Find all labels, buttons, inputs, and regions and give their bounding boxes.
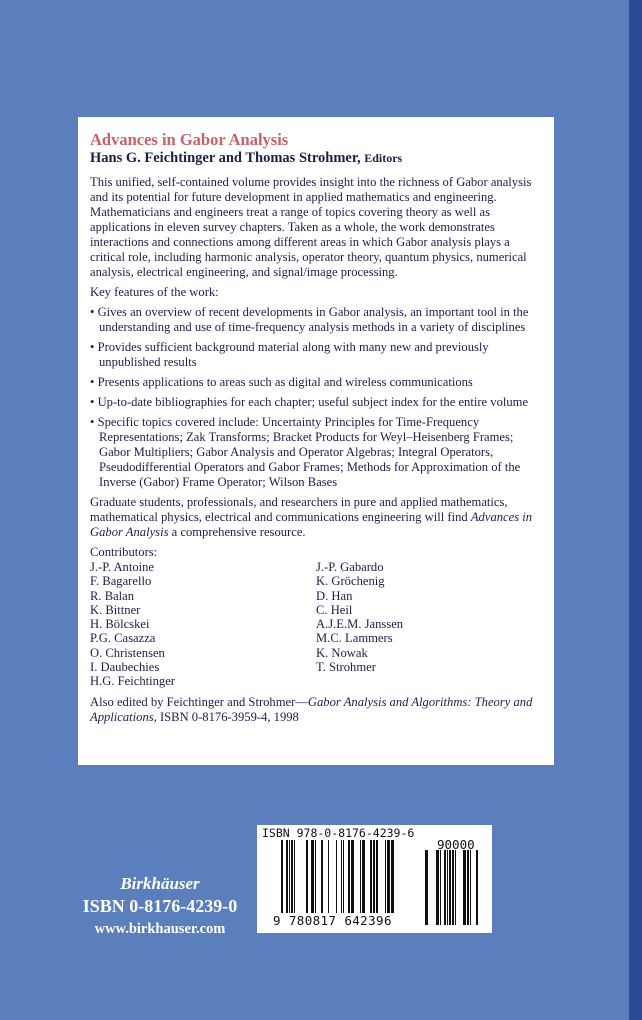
feature-item: • Specific topics covered include: Uncertainty Principles for Time-Frequency Representations; Zak Transforms; Bracket Products for Weyl–Heisenberg Frames; Gabor Multipliers; Gabor Analysis and Operator Algebras; Integral Operators, Pseudodifferential Operators and Gabor Frames; Methods for Approximation of the Inverse (Gabor) Frame Operator; Wilson Bases — [90, 415, 544, 490]
feature-item: • Provides sufficient background material along with many new and previously unpublished results — [90, 340, 544, 370]
contributor: P.G. Casazza — [90, 631, 156, 646]
also-edited-isbn: , ISBN 0-8176-3959-4, 1998 — [153, 709, 299, 724]
audience — [90, 495, 544, 540]
book-title: Advances in Gabor Analysis — [90, 130, 289, 149]
contributor: O. Christensen — [90, 645, 165, 660]
feature-item: • Up-to-date bibliographies for each chapter; useful subject index for the entire volume — [90, 395, 544, 410]
publisher-url: www.birkhauser.com — [94, 921, 226, 937]
barcode-isbn13: ISBN 978-0-8176-4239-6 — [262, 826, 415, 840]
contributor: H.G. Feichtinger — [90, 674, 175, 689]
description-panel — [78, 117, 554, 765]
contributors-heading: Contributors: — [90, 545, 158, 559]
barcode-bar — [444, 850, 446, 925]
feature-item: • Gives an overview of recent developments in Gabor analysis, an important tool in the understanding and use of time-frequency analysis methods in a variety of disciplines — [90, 305, 544, 335]
description: This unified, self-contained volume provides insight into the richness of Gabor analysis and its potential for future development in applied mathematics and engineering. Mathematicians and engineers treat a range of topics covering theory as well as applications in eleven survey chapters. Taken as a whole, the work demonstrates interactions and connections among different areas in which Gabor analysis plays a critical role, including harmonic analysis, operator theory, quantum physics, numerical analysis, electrical engineering, and signal/image processing. — [90, 175, 532, 279]
also-edited — [90, 695, 544, 725]
contributor: J.-P. Gabardo — [316, 560, 384, 574]
editor-names: Hans G. Feichtinger and Thomas Strohmer, — [90, 150, 361, 166]
feature-item: • Presents applications to areas such as digital and wireless communications — [90, 375, 544, 390]
publisher-isbn: ISBN 0-8176-4239-0 — [82, 896, 238, 916]
barcode-bar — [425, 850, 428, 925]
publisher-block — [60, 872, 260, 941]
barcode-bar — [467, 850, 469, 925]
barcode-bar — [452, 850, 454, 925]
features-list — [90, 305, 544, 490]
features-heading: Key features of the work: — [90, 285, 219, 299]
barcode-bar — [447, 850, 448, 925]
contributors-right — [316, 560, 516, 689]
isbn-barcode — [257, 825, 492, 933]
contributor: M.C. Lammers — [316, 631, 393, 646]
contributor: K. Bittner — [90, 602, 141, 617]
contributor: T. Strohmer — [316, 660, 376, 675]
barcode-digits: 9 780817 642396 — [273, 913, 392, 928]
editors — [90, 149, 544, 167]
barcode-bar — [440, 850, 441, 925]
editors-role: Editors — [364, 151, 403, 165]
contributor: R. Balan — [90, 588, 135, 603]
audience-title: Advances in Gabor Analysis — [90, 510, 533, 539]
also-edited-title: Gabor Analysis and Algorithms: Theory and Applications — [90, 694, 533, 724]
barcode-bar — [436, 850, 439, 925]
barcode-bar — [476, 850, 478, 925]
contributor: J.-P. Antoine — [90, 560, 155, 574]
barcode-bar — [463, 850, 466, 925]
publisher-name: Birkhäuser — [120, 874, 200, 893]
contributor: K. Gröchenig — [316, 574, 385, 589]
contributors-list — [90, 560, 544, 689]
also-edited-text: Also edited by Feichtinger and Strohmer— — [90, 694, 308, 709]
contributor: H. Bölcskei — [90, 617, 150, 632]
contributor: F. Bagarello — [90, 574, 152, 589]
contributors-left — [90, 560, 316, 689]
contributor: K. Nowak — [316, 645, 368, 660]
contributor: C. Heil — [316, 602, 353, 617]
audience-text: Graduate students, professionals, and researchers in pure and applied mathematics, mathematical physics, electrical and communications engineering will find — [90, 495, 508, 524]
barcode-bar — [470, 850, 471, 925]
barcode-bar — [449, 850, 451, 925]
contributor: D. Han — [316, 588, 353, 603]
barcode-bar — [455, 850, 456, 925]
contributor: I. Daubechies — [90, 660, 160, 675]
spine-edge — [629, 0, 642, 1020]
barcode-addon: 90000 — [437, 837, 475, 852]
audience-end: a comprehensive resource. — [171, 525, 306, 539]
contributor: A.J.E.M. Janssen — [316, 617, 404, 632]
